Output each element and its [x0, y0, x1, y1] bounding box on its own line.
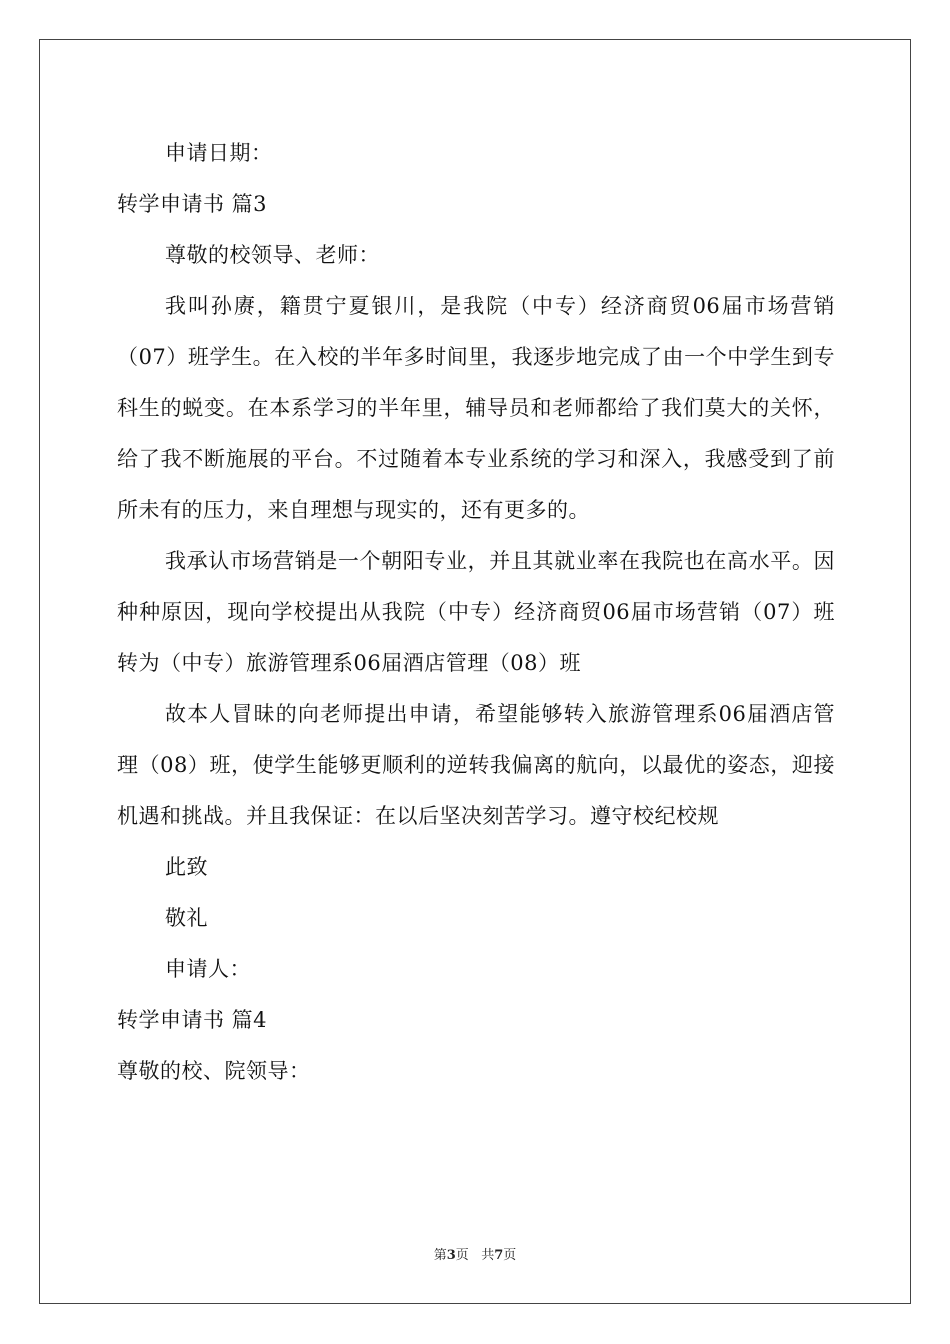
section-heading-4: 转学申请书 篇4 [117, 1008, 268, 1032]
applicant-label: 申请人： [165, 957, 251, 981]
apply-date-label: 申请日期： [165, 141, 273, 165]
salutation-2: 尊敬的校、院领导： [117, 1059, 311, 1083]
document-body [117, 128, 835, 1097]
closing-regards: 此致 [165, 855, 208, 879]
section-heading-3: 转学申请书 篇3 [117, 192, 268, 216]
paragraph-pledge: 故本人冒昧的向老师提出申请，希望能够转入旅游管理系06届酒店管理（08）班，使学生能够更顺利的逆转我偏离的航向，以最优的姿态，迎接机遇和挑战。并且我保证：在以后坚决刻苦学习。遵守校纪校规 [117, 702, 835, 828]
paragraph-intro: 我叫孙赓，籍贯宁夏银川，是我院（中专）经济商贸06届市场营销（07）班学生。在入校的半年多时间里，我逐步地完成了由一个中学生到专科生的蜕变。在本系学习的半年里，辅导员和老师都给了我们莫大的关怀，给了我不断施展的平台。不过随着本专业系统的学习和深入，我感受到了前所未有的压力，来自理想与现实的，还有更多的。 [117, 294, 835, 522]
salutation: 尊敬的校领导、老师： [165, 243, 380, 267]
page-total: 7 [494, 1248, 504, 1263]
page-mid: 页 共 [455, 1248, 495, 1263]
page-prefix: 第 [433, 1248, 447, 1263]
page-suffix: 页 [503, 1248, 517, 1263]
paragraph-request: 我承认市场营销是一个朝阳专业，并且其就业率在我院也在高水平。因种种原因，现向学校提出从我院（中专）经济商贸06届市场营销（07）班转为（中专）旅游管理系06届酒店管理（08）班 [117, 549, 835, 675]
closing-salute: 敬礼 [165, 906, 208, 930]
page-current: 3 [446, 1248, 456, 1263]
page-number-footer [0, 1247, 950, 1265]
